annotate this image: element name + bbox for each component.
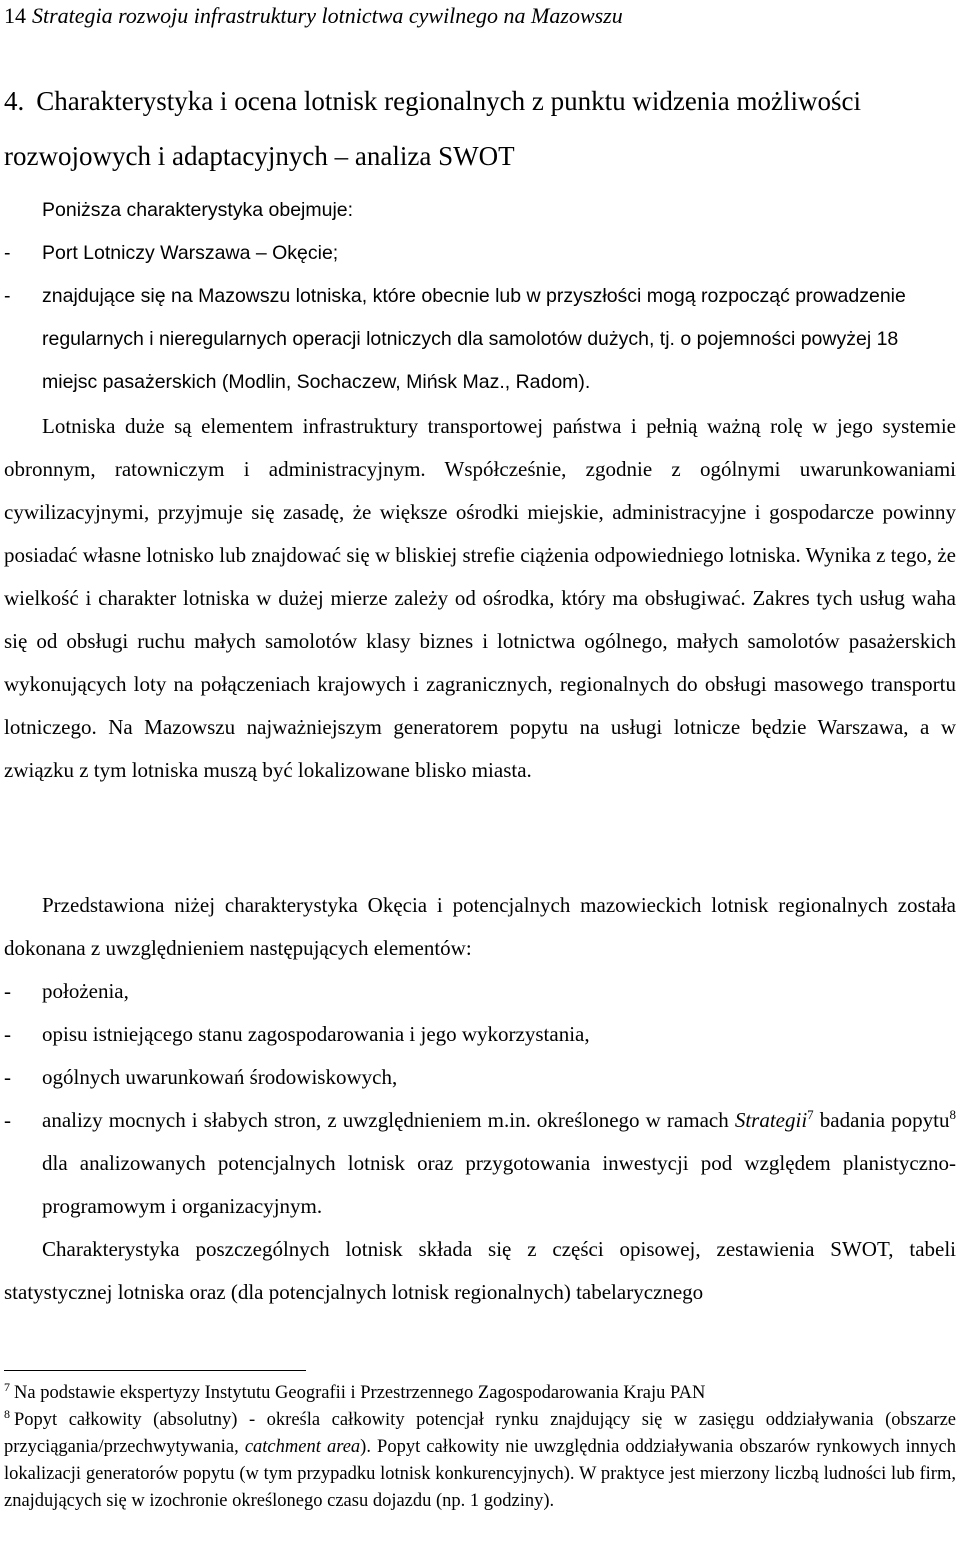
element-item-swot: analizy mocnych i słabych stron, z uwzględnieniem m.in. określonego w ramach Strategii$^7$ badania popytu$^8$ dla analizowanych potencjalnych lotnisk oraz przygotowania inwestycji pod względem planistyczno-programowym i organizacyjnym. — [42, 1107, 957, 1218]
list-item: - znajdujące się na Mazowszu lotniska, które obecnie lub w przyszłości mogą rozpocząć prowadzenie regularnych i nieregularnych operacji lotniczych dla samolotów dużych, tj. o pojemności powyżej 18 miejsc pasażerskich (Modlin, Sochaczew, Mińsk Maz., Radom). — [4, 275, 956, 404]
footnote-7: $^7$ Na podstawie ekspertyzy Instytutu Geografii i Przestrzennego Zagospodarowania Kraju PAN — [4, 1379, 706, 1403]
list-item: - analizy mocnych i słabych stron, z uwzględnieniem m.in. określonego w ramach Strategii$^7$ badania popytu$^8$ dla analizowanych potencjalnych lotnisk oraz przygotowania inwestycji pod względem planistyczno-programowym i organizacyjnym. — [4, 1099, 956, 1228]
intro-block — [4, 189, 956, 404]
element-item-location: położenia, — [42, 979, 129, 1003]
list-item: - opisu istniejącego stanu zagospodarowania i jego wykorzystania, — [4, 1013, 956, 1056]
footnote-divider — [4, 1370, 306, 1371]
running-header — [4, 3, 623, 29]
section-title-text: Charakterystyka i ocena lotnisk regionalnych z punktu widzenia możliwości rozwojowych i adaptacyjnych – analiza SWOT — [4, 86, 862, 171]
page-number: 14 — [4, 3, 26, 28]
footnote-ref-7[interactable]: 7 — [807, 1107, 814, 1122]
element-item-environment: ogólnych uwarunkowań środowiskowych, — [42, 1065, 398, 1089]
intro-lead: Poniższa charakterystyka obejmuje: — [42, 199, 354, 221]
footnotes — [4, 1380, 956, 1515]
body-text — [4, 405, 956, 792]
intro-item-okecie: Port Lotniczy Warszawa – Okęcie; — [42, 242, 339, 264]
paragraph-2: Przedstawiona niżej charakterystyka Okęcia i potencjalnych mazowieckich lotnisk regionalnych została dokonana z uwzględnieniem następujących elementów: — [4, 893, 956, 960]
section-title — [4, 74, 956, 184]
footnote-8: $^8$ Popyt całkowity (absolutny) - określa całkowity potencjał rynku znajdujący się w zasięgu oddziaływania (obszarze przyciągania/przechwytywania, catchment area). Popyt całkowity nie uwzględnia oddziaływania obszarów rynkowych innych lokalizacji generatorów popytu (w tym przypadku lotnisk konkurencyjnych). W praktyce jest mierzony liczbą ludności lub firm, znajdujących się w izochronie określonego czasu dojazdu (np. 1 godziny). — [4, 1406, 957, 1511]
element-item-development: opisu istniejącego stanu zagospodarowania i jego wykorzystania, — [42, 1022, 590, 1046]
running-title: Strategia rozwoju infrastruktury lotnictwa cywilnego na Mazowszu — [32, 3, 623, 28]
footnote-ref-8[interactable]: 8 — [949, 1107, 957, 1122]
list-item: - położenia, — [4, 970, 956, 1013]
paragraph-1: Lotniska duże są elementem infrastruktury transportowej państwa i pełnią ważną rolę w jego systemie obronnym, ratowniczym i administracyjnym. Współcześnie, zgodnie z ogólnymi uwarunkowaniami cywilizacyjnymi, przyjmuje się zasadę, że większe ośrodki miejskie, administracyjne i gospodarcze powinny posiadać własne lotnisko lub znajdować się w bliskiej strefie ciążenia odpowiedniego lotniska. Wynika z tego, że wielkość i charakter lotniska w dużej mierze zależy od ośrodka, który ma obsługiwać. Zakres tych usług waha się od obsługi ruchu małych samolotów klasy biznes i lotnictwa ogólnego, małych samolotów pasażerskich wykonujących loty na połączeniach krajowych i zagranicznych, regionalnych do obsługi masowego transportu lotniczego. Na Mazowszu najważniejszym generatorem popytu na usługi lotnicze będzie Warszawa, a w związku z tym lotniska muszą być lokalizowane blisko miasta. — [4, 414, 956, 782]
list-item: - ogólnych uwarunkowań środowiskowych, — [4, 1056, 956, 1099]
body-text-2 — [4, 884, 956, 1314]
intro-item-regional: znajdujące się na Mazowszu lotniska, które obecnie lub w przyszłości mogą rozpocząć prowadzenie regularnych i nieregularnych operacji lotniczych dla samolotów dużych, tj. o pojemności powyżej 18 miejsc pasażerskich (Modlin, Sochaczew, Mińsk Maz., Radom). — [42, 285, 906, 393]
paragraph-3: Charakterystyka poszczególnych lotnisk składa się z części opisowej, zestawienia SWOT, tabeli statystycznej lotniska oraz (dla potencjalnych lotnisk regionalnych) tabelarycznego — [4, 1237, 956, 1304]
list-item: - Port Lotniczy Warszawa – Okęcie; — [4, 232, 956, 275]
strategy-term: Strategii — [734, 1108, 808, 1132]
catchment-area-term: catchment area — [244, 1437, 361, 1457]
section-number: 4. — [4, 86, 25, 116]
